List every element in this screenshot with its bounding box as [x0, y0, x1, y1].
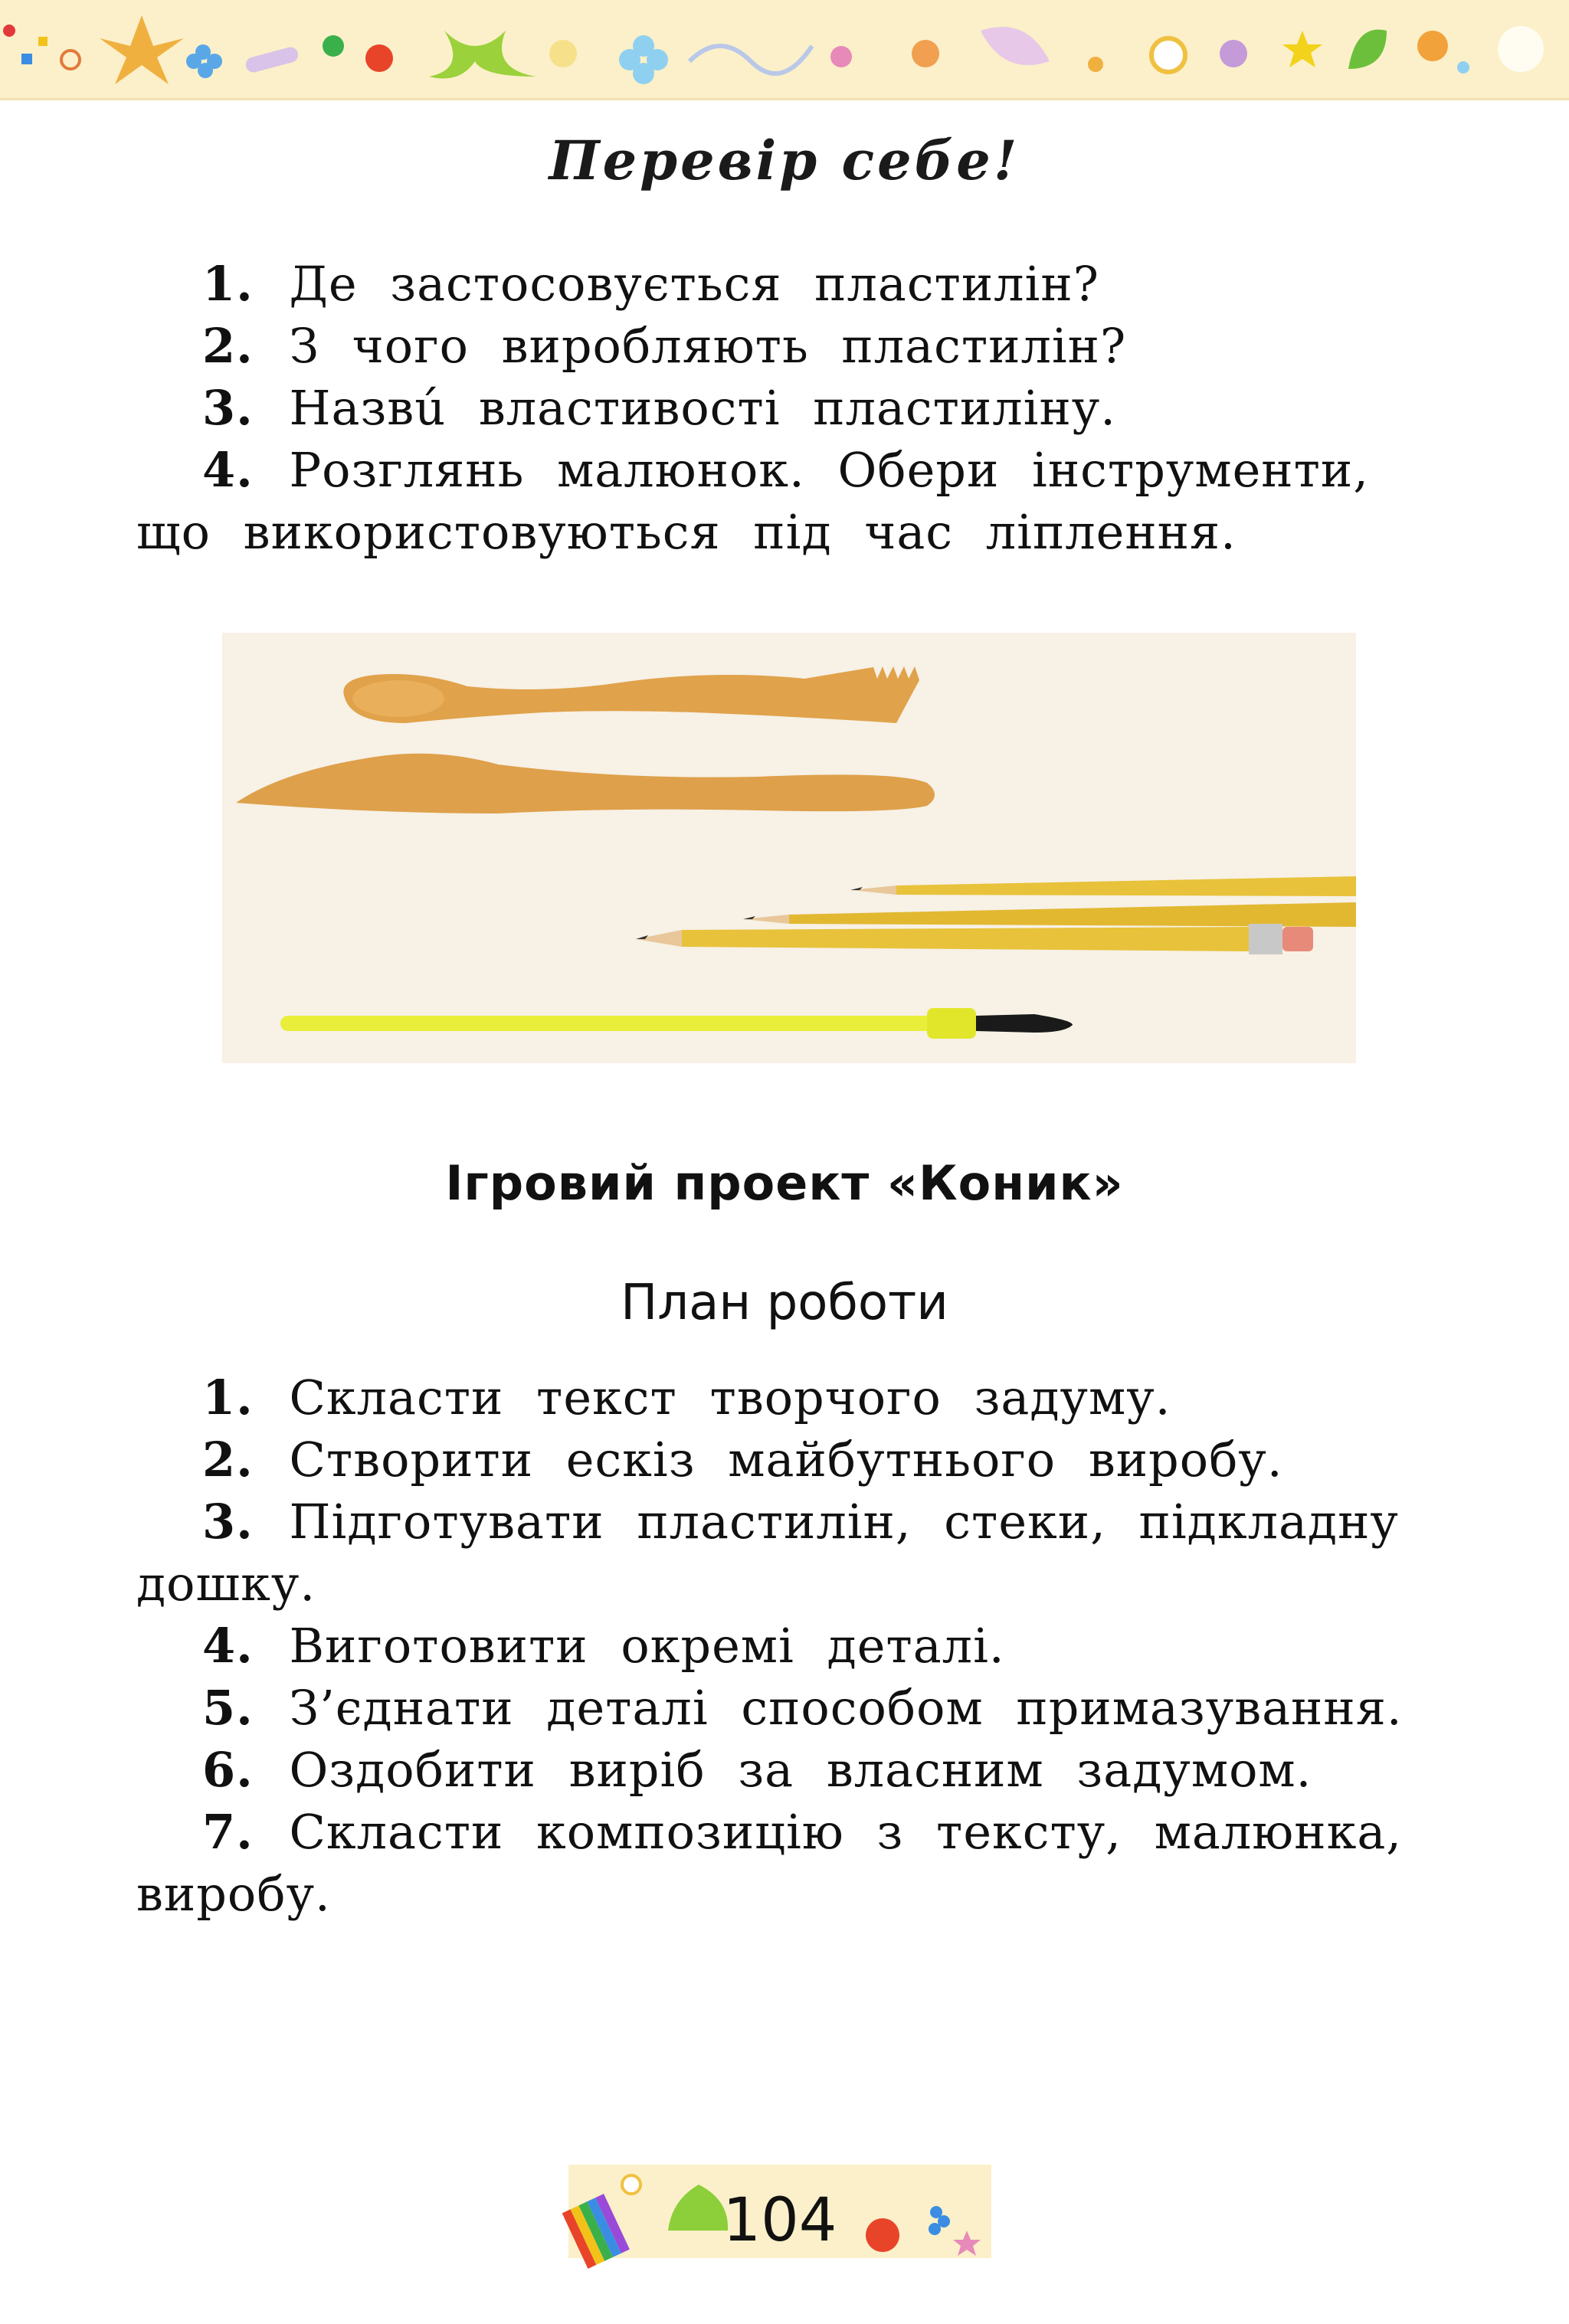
wooden-stack-knife-icon	[236, 754, 935, 813]
question-item	[136, 439, 1439, 501]
pencil-icon	[743, 902, 1356, 927]
step-number: 6.	[202, 1742, 254, 1798]
question-text: Розглянь малюнок. Обери інструменти,	[289, 442, 1369, 498]
question-number: 1.	[202, 256, 254, 312]
step-item	[136, 1367, 1439, 1429]
question-item	[136, 377, 1439, 439]
step-continuation: виробу.	[136, 1866, 331, 1922]
question-item	[136, 253, 1439, 315]
step-item	[136, 1429, 1439, 1491]
tools-illustration	[222, 633, 1356, 1063]
section-title-check-yourself: Перевір себе!	[549, 129, 1020, 192]
pencil-with-eraser-icon	[636, 924, 1313, 954]
plan-title: План роботи	[621, 1275, 948, 1331]
step-text: Скласти композицію з тексту, малюнка,	[289, 1804, 1403, 1860]
step-number: 2.	[202, 1432, 254, 1488]
wooden-stack-serrated-icon	[343, 666, 919, 723]
step-item	[136, 1615, 1439, 1677]
page-footer	[553, 2154, 1007, 2269]
step-continuation: дошку.	[136, 1556, 316, 1612]
question-number: 2.	[202, 318, 254, 374]
question-number: 4.	[202, 442, 254, 498]
step-text: Скласти текст творчого задуму.	[289, 1370, 1171, 1425]
step-number: 1.	[202, 1370, 254, 1425]
step-number: 4.	[202, 1618, 254, 1674]
step-item	[136, 1739, 1439, 1801]
steps-list	[136, 1367, 1439, 1925]
decorative-border-art	[0, 0, 1569, 98]
step-text: Оздобити виріб за власним задумом.	[289, 1742, 1312, 1798]
pencil-icon	[850, 876, 1356, 896]
question-text: Де застосовується пластилін?	[289, 256, 1099, 312]
step-item	[136, 1677, 1439, 1739]
question-item	[136, 315, 1439, 377]
project-title: Ігровий проект «Коник»	[445, 1155, 1124, 1211]
step-text: Створити ескіз майбутнього виробу.	[289, 1432, 1283, 1488]
question-number: 3.	[202, 380, 254, 436]
step-text: Виготовити окремі деталі.	[289, 1618, 1005, 1674]
step-text: З’єднати деталі способом примазування.	[289, 1680, 1403, 1736]
step-number: 3.	[202, 1494, 254, 1550]
questions-list	[136, 253, 1439, 563]
step-number: 5.	[202, 1680, 254, 1736]
step-item	[136, 1491, 1439, 1553]
step-item	[136, 1801, 1439, 1863]
decorative-top-border	[0, 0, 1569, 100]
page-number: 104	[722, 2186, 837, 2255]
question-text: З чого виробляють пластилін?	[289, 318, 1127, 374]
step-number: 7.	[202, 1804, 254, 1860]
question-continuation: що використовуються під час ліплення.	[136, 504, 1237, 560]
step-text: Підготувати пластилін, стеки, підкладну	[289, 1494, 1399, 1550]
question-text: Назвú властивості пластиліну.	[289, 380, 1116, 436]
paintbrush-icon	[280, 1008, 1073, 1039]
